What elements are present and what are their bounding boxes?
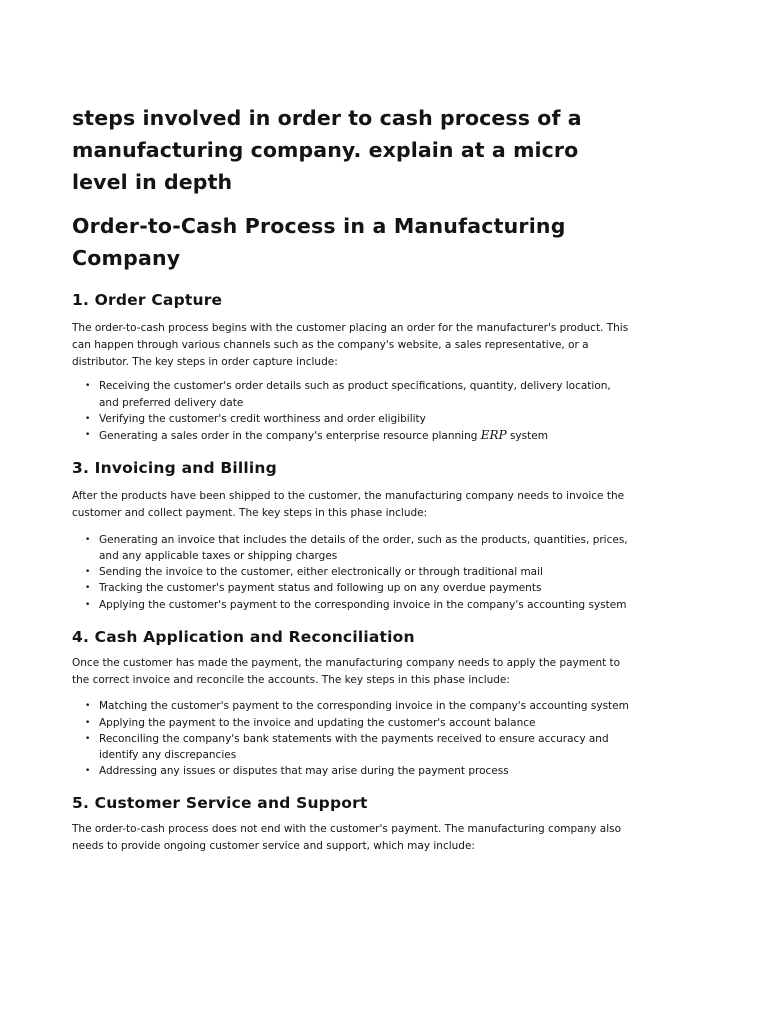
bullet-icon: •	[85, 381, 91, 392]
section-heading-cash-application: 4. Cash Application and Reconciliation	[72, 627, 415, 646]
bullet-icon: •	[85, 733, 91, 744]
section-intro-order-capture: The order-to-cash process begins with the customer placing an order for the manufacturer's product. This can happen through various channels such as the company's website, a sales representative, or a distributor. The key steps in order capture include:	[72, 322, 629, 368]
list-item: • Matching the customer's payment to the corresponding invoice in the company's accounting system	[72, 698, 632, 714]
bullet-icon: •	[85, 701, 91, 712]
bullet-icon: •	[85, 567, 91, 578]
bullet-icon: •	[85, 599, 91, 610]
bullet-icon: •	[85, 413, 91, 424]
list-item: • Verifying the customer's credit worthiness and order eligibility	[72, 411, 632, 427]
list-item: • Receiving the customer's order details such as product specifications, quantity, delivery location, and preferred delivery date	[85, 380, 611, 409]
document-page	[72, 102, 632, 855]
section-heading-invoicing-billing: 3. Invoicing and Billing	[72, 459, 277, 478]
page-title: Order-to-Cash Process in a Manufacturing Company	[72, 214, 566, 270]
list-item: • Applying the customer's payment to the corresponding invoice in the company's accounting system	[72, 597, 632, 613]
section-intro-invoicing-billing: After the products have been shipped to the customer, the manufacturing company needs to invoice the customer and collect payment. The key steps in this phase include:	[72, 490, 625, 519]
step-list-cash-application	[72, 698, 632, 779]
list-item: • Generating an invoice that includes the details of the order, such as the products, quantities, prices, and any applicable taxes or shipping charges	[85, 533, 628, 562]
list-item: • Generating a sales order in the company's enterprise resource planning ERP system	[85, 428, 548, 442]
bullet-icon: •	[85, 766, 91, 777]
step-list-order-capture	[72, 378, 632, 444]
list-item: • Reconciling the company's bank statements with the payments received to ensure accuracy and identify any discrepancies	[85, 732, 609, 762]
list-item: • Sending the invoice to the customer, either electronically or through traditional mail	[72, 564, 632, 580]
bullet-icon: •	[85, 430, 91, 440]
section-intro-customer-service: The order-to-cash process does not end with the customer's payment. The manufacturing company also needs to provide ongoing customer service and support, which may include:	[72, 823, 622, 853]
list-item: • Tracking the customer's payment status and following up on any overdue payments	[72, 580, 632, 596]
section-heading-order-capture: 1. Order Capture	[72, 291, 223, 309]
question-heading: steps involved in order to cash process of a manufacturing company. explain at a micro level in depth	[72, 106, 582, 194]
bullet-icon: •	[85, 534, 91, 545]
erp-math-term: ERP	[480, 428, 507, 442]
bullet-icon: •	[85, 717, 91, 728]
bullet-icon: •	[85, 583, 91, 594]
section-heading-customer-service: 5. Customer Service and Support	[72, 794, 368, 813]
step-list-invoicing-billing	[72, 532, 632, 613]
list-item: • Applying the payment to the invoice and updating the customer's account balance	[72, 715, 632, 731]
list-item: • Addressing any issues or disputes that may arise during the payment process	[72, 763, 632, 779]
section-intro-cash-application: Once the customer has made the payment, the manufacturing company needs to apply the payment to the correct invoice and reconcile the accounts. The key steps in this phase include:	[72, 656, 621, 686]
